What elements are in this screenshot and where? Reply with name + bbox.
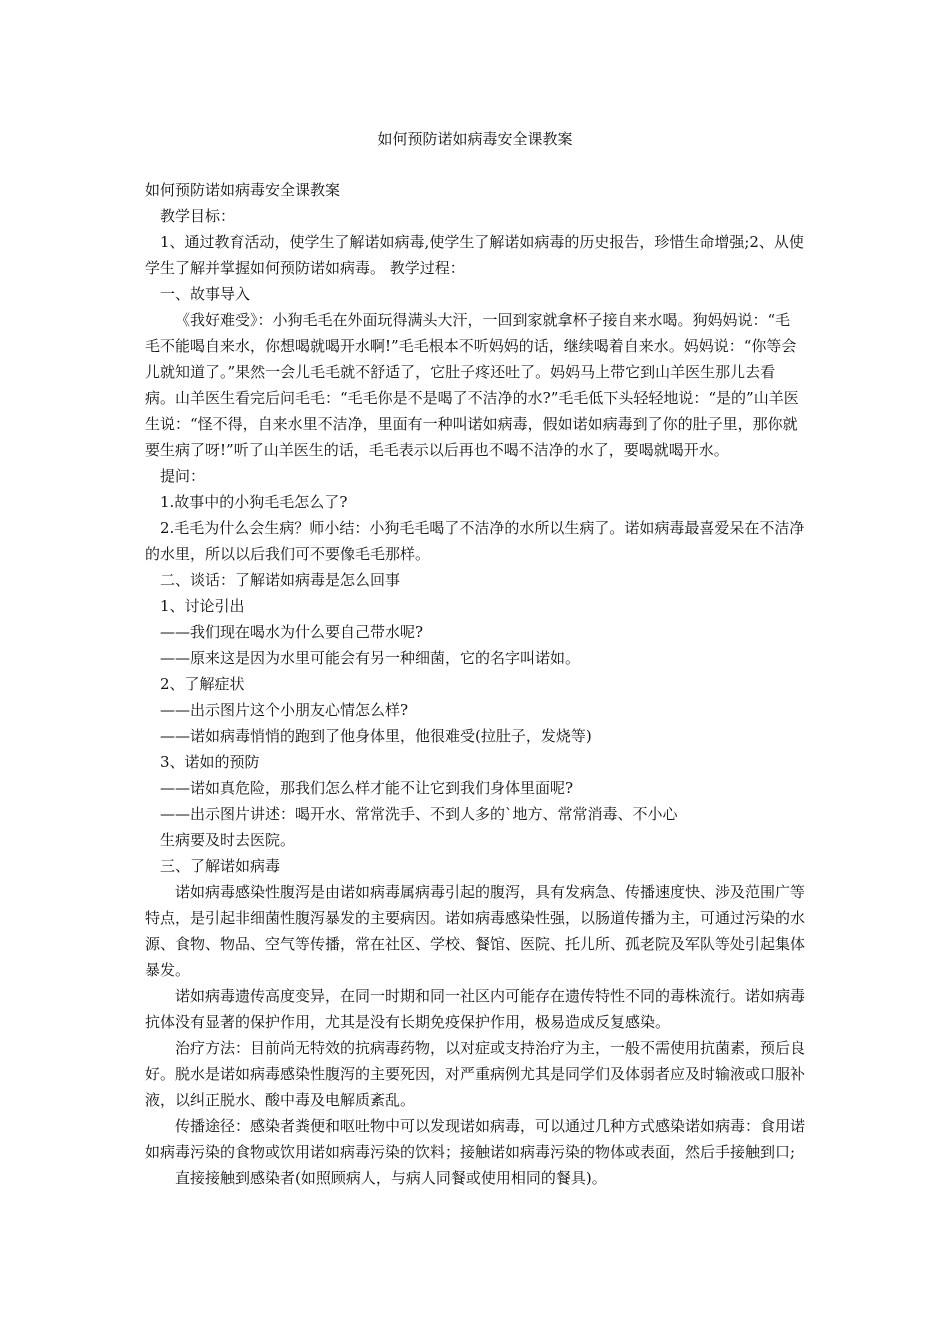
paragraph: 2.毛毛为什么会生病？师小结：小狗毛毛喝了不洁净的水所以生病了。诺如病毒最喜爱呆在不洁净的水里，所以以后我们可不要像毛毛那样。	[145, 519, 805, 563]
section-heading: 二、谈话：了解诺如病毒是怎么回事	[160, 571, 401, 589]
paragraph: 2、了解症状	[160, 675, 245, 693]
paragraph: ——诺如病毒悄悄的跑到了他身体里，他很难受(拉肚子，发烧等)	[160, 727, 592, 745]
paragraph: ——我们现在喝水为什么要自己带水呢?	[160, 623, 424, 641]
body-heading: 如何预防诺如病毒安全课教案	[145, 181, 341, 199]
document-body	[145, 177, 805, 1191]
paragraph: 1、通过教育活动，使学生了解诺如病毒,使学生了解诺如病毒的历史报告，珍惜生命增强;2、从使学生了解并掌握如何预防诺如病毒。 教学过程：	[145, 233, 804, 277]
paragraph: 传播途径：感染者粪便和呕吐物中可以发现诺如病毒，可以通过几种方式感染诺如病毒：食用诺如病毒污染的食物或饮用诺如病毒污染的饮料；接触诺如病毒污染的物体或表面，然后手接触到口;	[145, 1117, 806, 1161]
paragraph: 1、讨论引出	[160, 597, 245, 615]
paragraph: ——原来这是因为水里可能会有另一种细菌，它的名字叫诺如。	[160, 649, 581, 667]
document-title: 如何预防诺如病毒安全课教案	[377, 130, 573, 148]
paragraph: ——出示图片这个小朋友心情怎么样?	[160, 701, 409, 719]
paragraph: 直接接触到感染者(如照顾病人，与病人同餐或使用相同的餐具)。	[175, 1169, 607, 1187]
paragraph: 诺如病毒感染性腹泻是由诺如病毒属病毒引起的腹泻，具有发病急、传播速度快、涉及范围广等特点，是引起非细菌性腹泻暴发的主要病因。诺如病毒感染性强，以肠道传播为主，可通过污染的水源、食物、物品、空气等传播，常在社区、学校、餐馆、医院、托儿所、孤老院及军队等处引起集体暴发。	[145, 883, 806, 979]
paragraph: 1.故事中的小狗毛毛怎么了?	[160, 493, 348, 511]
section-heading: 一、故事导入	[160, 285, 251, 303]
paragraph: 诺如病毒遗传高度变异，在同一时期和同一社区内可能存在遗传特性不同的毒株流行。诺如病毒抗体没有显著的保护作用，尤其是没有长期免疫保护作用，极易造成反复感染。	[145, 987, 806, 1031]
paragraph: ——出示图片讲述：喝开水、常常洗手、不到人多的`地方、常常消毒、不小心	[160, 805, 678, 823]
paragraph: 教学目标：	[160, 207, 236, 225]
paragraph: ——诺如真危险，那我们怎么样才能不让它到我们身体里面呢?	[160, 779, 574, 797]
section-heading: 三、了解诺如病毒	[160, 857, 281, 875]
paragraph: 3、诺如的预防	[160, 753, 260, 771]
paragraph: 提问：	[160, 467, 206, 485]
paragraph: 生病要及时去医院。	[160, 831, 296, 849]
paragraph: 治疗方法：目前尚无特效的抗病毒药物，以对症或支持治疗为主，一般不需使用抗菌素，预后良好。脱水是诺如病毒感染性腹泻的主要死因，对严重病例尤其是同学们及体弱者应及时输液或口服补液，以纠正脱水、酸中毒及电解质紊乱。	[145, 1039, 806, 1109]
paragraph: 《我好难受》：小狗毛毛在外面玩得满头大汗，一回到家就拿杯子接自来水喝。狗妈妈说：“毛毛不能喝自来水，你想喝就喝开水啊!”毛毛根本不听妈妈的话，继续喝着自来水。妈妈说：“你等会儿就知道了。”果然一会儿毛毛就不舒适了，它肚子疼还吐了。妈妈马上带它到山羊医生那儿去看病。山羊医生看完后问毛毛：“毛毛你是不是喝了不洁净的水?”毛毛低下头轻轻地说：“是的”山羊医生说：“怪不得，自来水里不洁净，里面有一种叫诺如病毒，假如诺如病毒到了你的肚子里，那你就要生病了呀!”听了山羊医生的话，毛毛表示以后再也不喝不洁净的水了，要喝就喝开水。	[145, 311, 799, 459]
